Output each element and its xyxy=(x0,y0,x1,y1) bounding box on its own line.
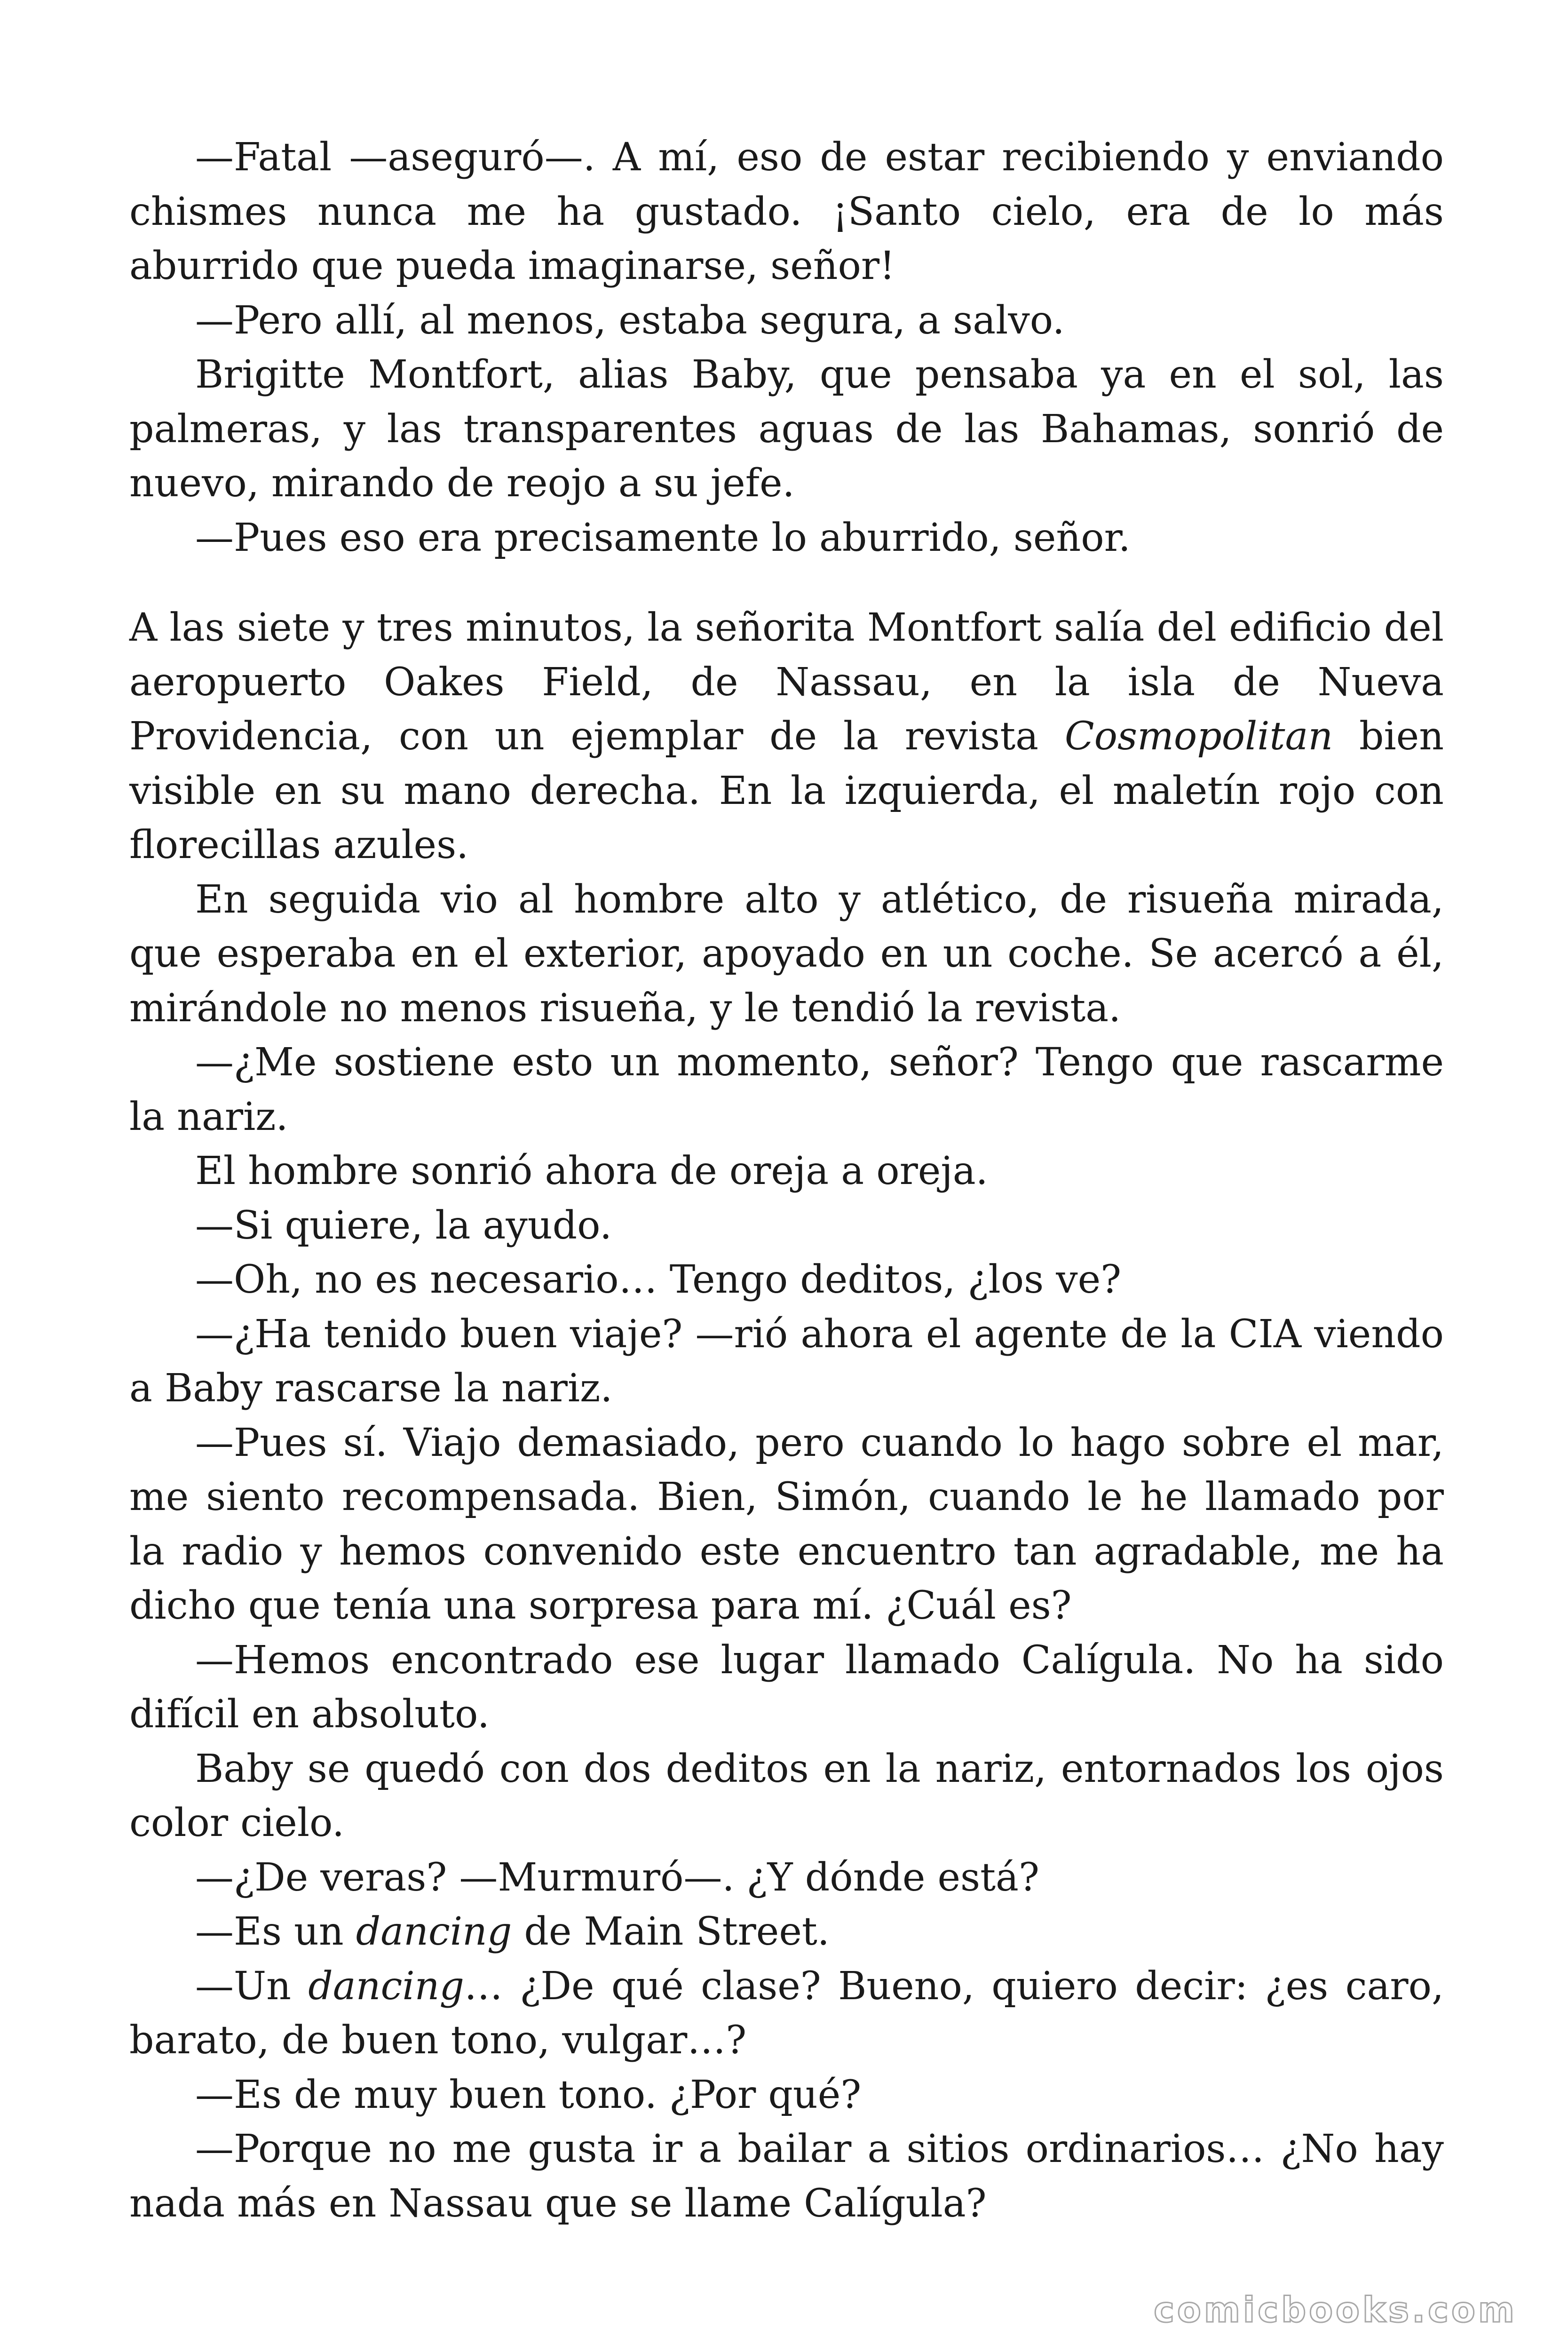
paragraph: —¿De veras? —Murmuró—. ¿Y dónde está? xyxy=(195,1855,1039,1900)
paragraph: —Porque no me gusta ir a bailar a sitios ordinarios… ¿No hay nada más en Nassau que se llame Calígula? xyxy=(129,2127,1444,2226)
paragraph: —Es de muy buen tono. ¿Por qué? xyxy=(195,2072,862,2117)
paragraph-text: de Main Street. xyxy=(512,1909,830,1954)
paragraph: —¿Me sostiene esto un momento, señor? Tengo que rascarme la nariz. xyxy=(129,1040,1444,1139)
paragraph: —Pero allí, al menos, estaba segura, a salvo. xyxy=(195,298,1065,343)
paragraph: —Si quiere, la ayudo. xyxy=(195,1203,612,1248)
paragraph-text: —Un xyxy=(195,1963,309,2009)
paragraph: Brigitte Montfort, alias Baby, que pensaba ya en el sol, las palmeras, y las transparentes aguas de las Bahamas, sonrió de nuevo, mirando de reojo a su jefe. xyxy=(129,352,1444,506)
paragraph: El hombre sonrió ahora de oreja a oreja. xyxy=(195,1149,988,1193)
paragraph: —Fatal —aseguró—. A mí, eso de estar recibiendo y enviando chismes nunca me ha gustado. ¡Santo cielo, era de lo más aburrido que pueda imaginarse, señor! xyxy=(129,135,1444,288)
paragraph: —Hemos encontrado ese lugar llamado Calígula. No ha sido difícil en absoluto. xyxy=(129,1637,1444,1737)
paragraph: —Pues eso era precisamente lo aburrido, señor. xyxy=(195,515,1131,560)
italic-word: dancing xyxy=(356,1909,512,1954)
paragraph: Baby se quedó con dos deditos en la nariz, entornados los ojos color cielo. xyxy=(129,1746,1444,1845)
paragraph-text: A las siete y tres minutos, la señorita Montfort salía del edificio del aeropuerto Oakes Field, de Nassau, en la isla de Nueva Providencia, con un ejemplar de la revista xyxy=(129,605,1444,759)
paragraph: —¿Ha tenido buen viaje? —rió ahora el agente de la CIA viendo a Baby rascarse la nariz. xyxy=(129,1311,1444,1411)
paragraph: —Pues sí. Viajo demasiado, pero cuando lo hago sobre el mar, me siento recompensada. Bien, Simón, cuando le he llamado por la radio y hemos convenido este encuentro tan agradable, me ha dicho que tenía una sorpresa para mí. ¿Cuál es? xyxy=(129,1420,1444,1628)
paragraph xyxy=(129,1905,1444,1959)
watermark-logo: comicbooks.com xyxy=(1154,2290,1517,2330)
text-block-main xyxy=(129,601,1444,2231)
book-page xyxy=(129,0,1444,2352)
paragraph-text: bien visible en su mano derecha. En la izquierda, el maletín rojo con florecillas azules. xyxy=(129,714,1444,867)
text-block-top xyxy=(129,130,1444,565)
paragraph: —Oh, no es necesario… Tengo deditos, ¿los ve? xyxy=(195,1257,1122,1302)
paragraph-text: —Es un xyxy=(195,1909,356,1954)
italic-word: dancing xyxy=(308,1963,464,2009)
magazine-title: Cosmopolitan xyxy=(1064,714,1333,759)
paragraph xyxy=(129,1959,1444,2068)
paragraph-text: … ¿De qué clase? Bueno, quiero decir: ¿es caro, barato, de buen tono, vulgar…? xyxy=(129,1963,1444,2063)
paragraph: En seguida vio al hombre alto y atlético, de risueña mirada, que esperaba en el exterior, apoyado en un coche. Se acercó a él, mirándole no menos risueña, y le tendió la revista. xyxy=(129,877,1444,1031)
paragraph xyxy=(129,601,1444,873)
